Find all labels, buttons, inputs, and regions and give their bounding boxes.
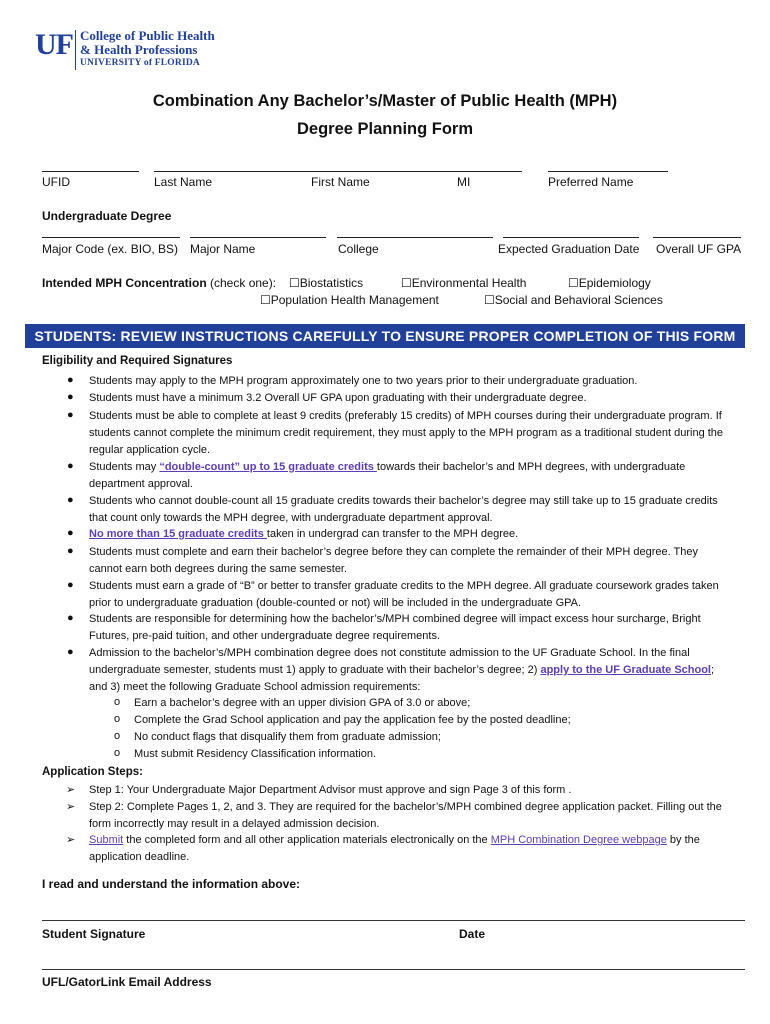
- mph-webpage-link[interactable]: MPH Combination Degree webpage: [490, 834, 667, 846]
- step-2: Step 2: Complete Pages 1, 2, and 3. They are required for the bachelor’s/MPH combined degree application packet. Filling out the form incorrectly may result in a delayed admission decision.: [89, 801, 722, 830]
- grad-school-link[interactable]: apply to the UF Graduate School: [540, 664, 711, 676]
- bullet: ●: [67, 527, 74, 539]
- student-signature-label: Student Signature: [42, 927, 146, 941]
- bullet: ●: [67, 460, 74, 472]
- steps-heading: Application Steps:: [42, 766, 143, 778]
- preferred-name-label: Preferred Name: [548, 175, 634, 189]
- bullet: ●: [67, 545, 74, 557]
- step-3: [89, 832, 729, 866]
- bullet: ●: [67, 579, 74, 591]
- ufid-label: UFID: [42, 175, 70, 189]
- undergrad-heading: Undergraduate Degree: [42, 209, 172, 223]
- eligibility-item-4: [89, 459, 729, 493]
- concentration-hint: (check one):: [210, 276, 277, 290]
- gpa-line[interactable]: [653, 237, 741, 238]
- submit-link[interactable]: Submit: [89, 834, 124, 846]
- b10-pre: Admission to the bachelor’s/MPH combination degree does not constitute admission to the UF Graduate School. In the final undergraduate semester, students must 1) apply to graduate with their bachelor’s degree; 2): [89, 647, 690, 676]
- logo-divider: [75, 30, 76, 70]
- signature-line[interactable]: [42, 920, 745, 921]
- requirement-1: Earn a bachelor’s degree with an upper division GPA of 3.0 or above;: [134, 697, 471, 709]
- major-code-label: Major Code (ex. BIO, BS): [42, 242, 179, 256]
- logo-college-line2: & Health Professions: [80, 42, 198, 57]
- grad-date-line[interactable]: [503, 237, 639, 238]
- last-name-label: Last Name: [154, 175, 213, 189]
- b10-post: ; and 3) meet the following Graduate School admission requirements:: [89, 664, 715, 693]
- eligibility-item-1: Students may apply to the MPH program approximately one to two years prior to their undergraduate graduation.: [89, 375, 638, 387]
- option-social-behavioral[interactable]: ☐Social and Behavioral Sciences: [484, 293, 663, 307]
- b4-post: towards their bachelor’s and MPH degrees, with undergraduate department approval.: [89, 461, 686, 490]
- email-label: UFL/GatorLink Email Address: [42, 975, 212, 989]
- eligibility-item-2: Students must have a minimum 3.2 Overall UF GPA upon graduating with their undergraduate degree.: [89, 392, 587, 404]
- grad-date-label: Expected Graduation Date: [498, 242, 640, 256]
- eligibility-item-9: Students are responsible for determining how the bachelor’s/MPH combined degree will impact excess hour surcharge, Bright Futures, pre-paid tuition, and other undergraduate degree requirements.: [89, 613, 701, 642]
- uf-phhp-logo: [35, 26, 225, 74]
- eligibility-heading: Eligibility and Required Signatures: [42, 355, 233, 367]
- option-biostatistics[interactable]: ☐Biostatistics: [289, 276, 364, 290]
- bullet: ●: [67, 612, 74, 624]
- major-name-label: Major Name: [190, 242, 256, 256]
- concentration-row: [42, 276, 276, 290]
- logo-college-line1: College of Public Health: [80, 28, 215, 43]
- form-title-line1: Combination Any Bachelor’s/Master of Public Health (MPH): [152, 92, 618, 110]
- name-line[interactable]: [154, 171, 522, 172]
- acknowledge-text: I read and understand the information above:: [42, 877, 301, 891]
- eligibility-item-10: [89, 645, 729, 696]
- sub-bullet: o: [114, 747, 121, 759]
- bullet: ●: [67, 494, 74, 506]
- bullet: ●: [67, 409, 74, 421]
- concentration-label: Intended MPH Concentration: [42, 276, 207, 290]
- bullet: ●: [67, 646, 74, 658]
- option-environmental-health[interactable]: ☐Environmental Health: [401, 276, 527, 290]
- requirement-4: Must submit Residency Classification information.: [134, 748, 377, 760]
- eligibility-item-8: Students must earn a grade of “B” or better to transfer graduate credits to the MPH degree. All graduate coursework grades taken prior to undergraduate graduation (double-counted or not) will be included in the undergraduate GPA.: [89, 580, 719, 609]
- credit-limit-link[interactable]: No more than 15 graduate credits: [89, 528, 267, 540]
- b6-post: taken in undergrad can transfer to the MPH degree.: [266, 528, 519, 540]
- form-title-line2: Degree Planning Form: [296, 120, 474, 138]
- first-name-label: First Name: [311, 175, 370, 189]
- email-line[interactable]: [42, 969, 745, 970]
- mi-label: MI: [457, 175, 471, 189]
- sub-bullet: o: [114, 713, 121, 725]
- requirement-2: Complete the Grad School application and pay the application fee by the posted deadline;: [134, 714, 571, 726]
- major-code-line[interactable]: [42, 237, 180, 238]
- uf-logo-mark: UF: [35, 28, 73, 61]
- step-3-mid: the completed form and all other application materials electronically on the: [123, 834, 491, 846]
- eligibility-item-6: [89, 526, 729, 543]
- eligibility-item-5: Students who cannot double-count all 15 graduate credits towards their bachelor’s degree may still take up to 15 graduate credits that count only towards the MPH degree, with undergraduate department approval.: [89, 495, 718, 524]
- college-label: College: [338, 242, 379, 256]
- requirement-3: No conduct flags that disqualify them from graduate admission;: [134, 731, 441, 743]
- option-epidemiology[interactable]: ☐Epidemiology: [568, 276, 651, 290]
- eligibility-item-3: Students must be able to complete at least 9 credits (preferably 15 credits) of MPH courses during their undergraduate program. If students cannot complete the minimum credit requirement, they must apply to the MPH program as a traditional student during the regular application cycle.: [89, 410, 724, 456]
- arrow-bullet: ➢: [66, 834, 76, 846]
- major-name-line[interactable]: [190, 237, 326, 238]
- double-count-link[interactable]: “double-count” up to 15 graduate credits: [159, 461, 377, 473]
- instructions-banner: STUDENTS: REVIEW INSTRUCTIONS CAREFULLY TO ENSURE PROPER COMPLETION OF THIS FORM: [25, 324, 745, 348]
- bullet: ●: [67, 374, 74, 386]
- bullet: ●: [67, 391, 74, 403]
- ufid-line[interactable]: [42, 171, 139, 172]
- college-line[interactable]: [337, 237, 493, 238]
- sub-bullet: o: [114, 696, 121, 708]
- step-3-post: by the application deadline.: [89, 834, 700, 863]
- arrow-bullet: ➢: [66, 801, 76, 813]
- b4-pre: Students may: [89, 461, 160, 473]
- gpa-label: Overall UF GPA: [656, 242, 742, 256]
- date-label: Date: [459, 927, 486, 941]
- option-population-health[interactable]: ☐Population Health Management: [260, 293, 439, 307]
- step-1: Step 1: Your Undergraduate Major Department Advisor must approve and sign Page 3 of this form .: [89, 784, 572, 796]
- logo-university: UNIVERSITY of FLORIDA: [80, 58, 200, 68]
- eligibility-item-7: Students must complete and earn their bachelor’s degree before they can complete the remainder of their MPH degree. They cannot earn both degrees during the same semester.: [89, 546, 699, 575]
- preferred-name-line[interactable]: [548, 171, 668, 172]
- arrow-bullet: ➢: [66, 784, 76, 796]
- sub-bullet: o: [114, 730, 121, 742]
